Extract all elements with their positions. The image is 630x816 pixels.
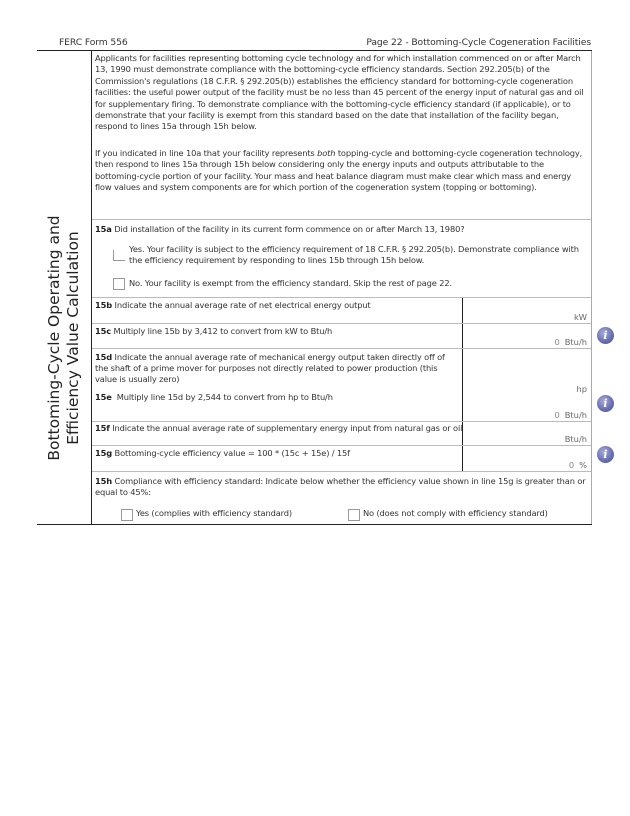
line-number: 15e	[95, 392, 112, 402]
line-text: Indicate the annual average rate of mechanical energy output taken directly off of the shaft of a prime mover for purposes not directly related to power production (this value is usually zero)	[95, 352, 445, 385]
question-number: 15a	[95, 224, 112, 234]
question-text: Did installation of the facility in its current form commence on or after March 13, 1980?	[114, 224, 465, 234]
form-name: FERC Form 556	[59, 37, 128, 48]
input-15f[interactable]	[462, 422, 591, 446]
page-title: Page 22 - Bottoming-Cycle Cogeneration Facilities	[366, 37, 591, 48]
line-number: 15c	[95, 326, 112, 336]
line-15e-label	[95, 392, 460, 403]
option-15h-no-label: No (does not comply with efficiency standard)	[363, 508, 548, 518]
question-15a	[92, 219, 591, 298]
intro-p2-end: topping-cycle and bottoming-cycle cogeneration technology, then respond to lines 15a through 15h below considering only the energy inputs and outputs attributable to the bottoming-cycle portion of your facility. Your mass and heat balance diagram must make clear which mass and energy flow values and system components are for which portion of the cogeneration system (topping or bottoming).	[95, 148, 583, 193]
unit-text: kW	[573, 312, 587, 322]
line-number: 15d	[95, 352, 113, 362]
line-15c-label	[95, 326, 460, 337]
line-number: 15g	[95, 448, 113, 458]
section-title-line1: Bottoming-Cycle Operating and	[45, 215, 63, 461]
unit-label-hp	[571, 384, 587, 394]
unit-label	[560, 434, 587, 444]
line-text: Multiply line 15d by 2,544 to convert from hp to Btu/h	[116, 392, 333, 402]
question-15h	[92, 471, 591, 525]
option-15a-yes-label: Yes. Your facility is subject to the efficiency requirement of 18 C.F.R. § 292.205(b). Demonstrate compliance with the efficiency requirement by responding to lines 15b through 15h below.	[129, 244, 579, 266]
output-15c	[462, 324, 591, 349]
computed-value: 0	[568, 460, 575, 470]
checkbox-15h-yes[interactable]	[121, 509, 133, 521]
line-text: Bottoming-cycle efficiency value = 100 * (15c + 15e) / 15f	[114, 448, 350, 458]
line-15b	[92, 297, 591, 324]
info-icon[interactable]: i	[597, 395, 614, 412]
unit-label	[554, 337, 587, 347]
line-text: Multiply line 15b by 3,412 to convert from kW to Btu/h	[113, 326, 333, 336]
info-icon[interactable]: i	[597, 327, 614, 344]
question-15h-label	[95, 476, 588, 498]
unit-text: Btu/h	[564, 337, 587, 347]
line-15g	[92, 445, 591, 472]
info-icon[interactable]: i	[597, 446, 614, 463]
unit-text: Btu/h	[564, 410, 587, 420]
intro-paragraph-1: Applicants for facilities representing bottoming cycle technology and for which installation commenced on or after March 13, 1990 must demonstrate compliance with the bottoming-cycle efficiency standards. Section 292.205(b) of the Commission's regulations (18 C.F.R. § 292.205(b)) establishes the efficiency standard for bottoming-cycle cogeneration facilities: the useful power output of the facility must be no less than 45 percent of the energy input of natural gas and oil for supplementary firing. To demonstrate compliance with the bottoming-cycle efficiency standard (if applicable), or to demonstrate that your facility is exempt from this standard based on the date that installation of the facility began, respond to lines 15a through 15h below.	[95, 53, 584, 132]
checkbox-15a-yes[interactable]	[113, 250, 125, 261]
checkbox-15a-no[interactable]	[113, 278, 125, 290]
intro-p2-emphasis: both	[317, 148, 336, 158]
line-15c	[92, 323, 591, 349]
section-title-line2: Efficiency Value Calculation	[64, 231, 82, 445]
unit-label	[569, 460, 587, 470]
unit-label-btuh	[554, 410, 587, 420]
line-number: 15b	[95, 300, 113, 310]
intro-p2-start: If you indicated in line 10a that your facility represents	[95, 148, 318, 158]
section-content	[92, 51, 592, 524]
option-15h-yes-label: Yes (complies with efficiency standard)	[136, 508, 292, 518]
line-15g-label	[95, 448, 460, 459]
line-15f-label	[95, 423, 463, 434]
unit-text: Btu/h	[564, 434, 587, 444]
question-number: 15h	[95, 476, 113, 486]
computed-value: 0	[554, 410, 560, 420]
line-15b-label	[95, 300, 460, 311]
input-15b[interactable]	[462, 298, 591, 324]
section-sidebar	[37, 51, 92, 524]
question-text: Compliance with efficiency standard: Indicate below whether the efficiency value shown in line 15g is greater than or equal to 45%:	[95, 476, 586, 498]
line-number: 15f	[95, 423, 110, 433]
line-15d-15e	[92, 348, 591, 422]
unit-text: hp	[576, 384, 587, 394]
section-title	[45, 215, 83, 460]
line-text: Indicate the annual average rate of supplementary energy input from natural gas or oil	[112, 423, 463, 433]
question-15a-label	[95, 224, 464, 235]
computed-value: 0	[554, 337, 560, 347]
unit-text: %	[579, 460, 587, 470]
intro-paragraph-2	[95, 148, 588, 194]
output-15g	[462, 446, 591, 472]
input-15d[interactable]	[462, 349, 591, 422]
option-15a-no-label: No. Your facility is exempt from the efficiency standard. Skip the rest of page 22.	[129, 278, 452, 288]
line-15f	[92, 421, 591, 446]
form-section	[37, 50, 592, 525]
line-15d-label	[95, 352, 460, 386]
line-text: Indicate the annual average rate of net electrical energy output	[114, 300, 371, 310]
checkbox-15h-no[interactable]	[348, 509, 360, 521]
unit-label	[569, 312, 587, 322]
